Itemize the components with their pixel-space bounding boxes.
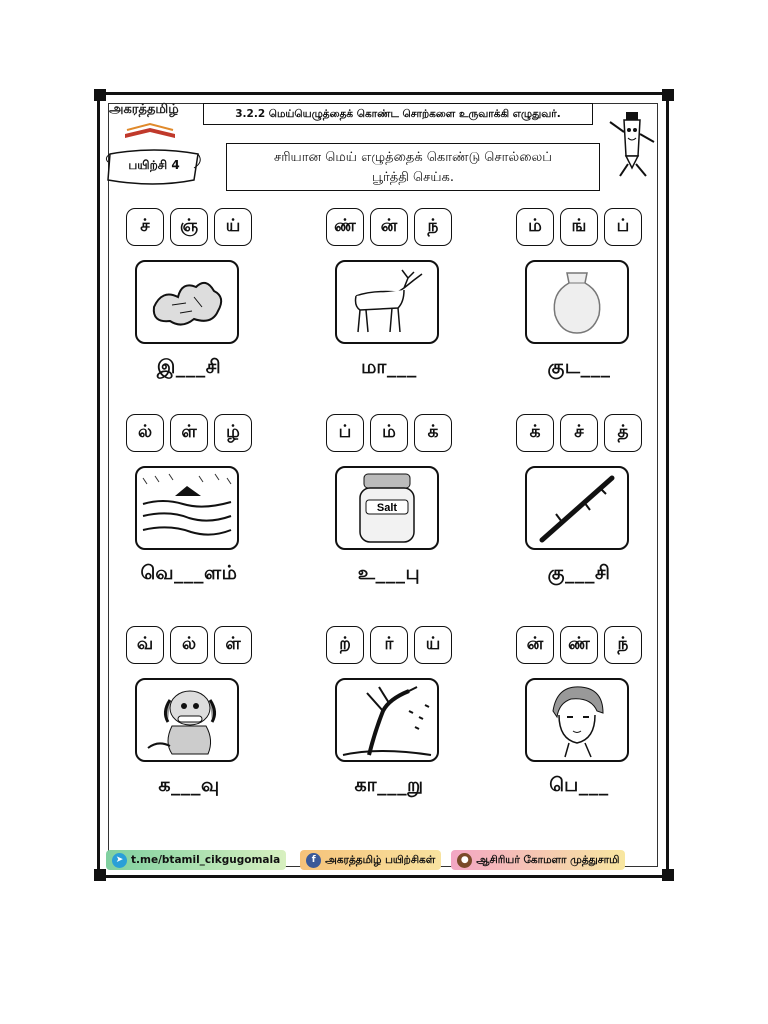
- letter-option[interactable]: ற்: [326, 626, 364, 664]
- word-blank: க___வு: [158, 774, 220, 796]
- letter-option[interactable]: ள்: [170, 414, 208, 452]
- facebook-link[interactable]: [300, 850, 441, 870]
- teacher-credit: [451, 850, 625, 870]
- letter-option[interactable]: க்: [414, 414, 452, 452]
- letter-option[interactable]: ச்: [126, 208, 164, 246]
- letter-option[interactable]: ன்: [370, 208, 408, 246]
- letter-option[interactable]: ண்: [560, 626, 598, 664]
- word-blank: மா___: [361, 356, 417, 378]
- exercise-item-7: [104, 626, 274, 816]
- word-blank: கா___று: [354, 774, 424, 796]
- letter-option[interactable]: ஞ்: [170, 208, 208, 246]
- letter-option[interactable]: ம்: [516, 208, 554, 246]
- topic-box: 3.2.2 மெய்யெழுத்தைக் கொண்ட சொற்களை உருவாக்கி எழுதுவர்.: [203, 103, 593, 125]
- exercise-item-3: [494, 208, 664, 398]
- exercise-item-2: [304, 208, 474, 398]
- flood-icon: [139, 470, 235, 546]
- pot-icon: [547, 267, 607, 337]
- letter-option[interactable]: ன்: [516, 626, 554, 664]
- letter-option[interactable]: ய்: [414, 626, 452, 664]
- ginger-image: [135, 260, 239, 344]
- word-blank: வெ___ளம்: [140, 562, 238, 584]
- telegram-handle: t.me/btamil_cikgugomala: [131, 854, 281, 866]
- letter-option[interactable]: க்: [516, 414, 554, 452]
- letter-option[interactable]: ய்: [214, 208, 252, 246]
- flood-image: [135, 466, 239, 550]
- deer-icon: [342, 266, 432, 338]
- instruction-line: பூர்த்தி செய்க.: [372, 170, 454, 185]
- telegram-icon: ➤: [112, 853, 127, 868]
- word-blank: இ___சி: [156, 356, 222, 378]
- avatar-icon: ●: [457, 853, 472, 868]
- facebook-page: அகரத்தமிழ் பயிற்சிகள்: [325, 853, 436, 866]
- wind-tree-image: [335, 678, 439, 762]
- logo-text: அகரத்தமிழ்: [109, 102, 179, 117]
- exercise-item-5: [304, 414, 474, 604]
- letter-option[interactable]: ல்: [126, 414, 164, 452]
- letter-options: [304, 414, 474, 452]
- exercise-item-4: [104, 414, 274, 604]
- letter-option[interactable]: வ்: [126, 626, 164, 664]
- instruction-box: [226, 143, 600, 191]
- letter-options: [104, 208, 274, 246]
- exercise-item-9: [494, 626, 664, 816]
- salt-shaker-icon: [352, 470, 422, 546]
- deer-image: [335, 260, 439, 344]
- letter-options: [304, 208, 474, 246]
- practice-label: பயிற்சி 4: [104, 148, 204, 186]
- word-blank: உ___பு: [357, 562, 421, 584]
- exercise-item-8: [304, 626, 474, 816]
- letter-options: [494, 626, 664, 664]
- woman-face-icon: [537, 681, 617, 759]
- ginger-icon: [142, 267, 232, 337]
- dog-image: [135, 678, 239, 762]
- letter-options: [104, 626, 274, 664]
- pencil-mascot-icon: [604, 108, 658, 180]
- letter-option[interactable]: ங்: [560, 208, 598, 246]
- letter-option[interactable]: ச்: [560, 414, 598, 452]
- letter-option[interactable]: ந்: [604, 626, 642, 664]
- stick-image: [525, 466, 629, 550]
- corner-decoration: [94, 869, 106, 881]
- footer-credits: [106, 848, 660, 872]
- letter-options: [304, 626, 474, 664]
- exercise-item-6: [494, 414, 664, 604]
- salt-image: [335, 466, 439, 550]
- telegram-link[interactable]: [106, 850, 286, 870]
- word-blank: குட___: [547, 356, 611, 378]
- letter-options: [104, 414, 274, 452]
- letter-option[interactable]: ந்: [414, 208, 452, 246]
- woman-image: [525, 678, 629, 762]
- letter-option[interactable]: ள்: [214, 626, 252, 664]
- word-blank: கு___சி: [547, 562, 611, 584]
- letter-option[interactable]: ண்: [326, 208, 364, 246]
- instruction-line: சரியான மெய் எழுத்தைக் கொண்டு சொல்லைப்: [274, 150, 552, 165]
- exercise-item-1: [104, 208, 274, 398]
- teacher-name: ஆசிரியர் கோமளா முத்துசாமி: [476, 853, 620, 866]
- dog-icon: [142, 682, 232, 758]
- letter-option[interactable]: ர்: [370, 626, 408, 664]
- letter-option[interactable]: த்: [604, 414, 642, 452]
- letter-options: [494, 208, 664, 246]
- facebook-icon: f: [306, 853, 321, 868]
- word-blank: பெ___: [549, 774, 609, 796]
- salt-label: Salt: [376, 502, 398, 514]
- letter-option[interactable]: ப்: [326, 414, 364, 452]
- logo: [105, 100, 195, 142]
- letter-option[interactable]: ழ்: [214, 414, 252, 452]
- stick-icon: [532, 470, 622, 546]
- letter-options: [494, 414, 664, 452]
- corner-decoration: [662, 89, 674, 101]
- letter-option[interactable]: ப்: [604, 208, 642, 246]
- pot-image: [525, 260, 629, 344]
- letter-option[interactable]: ல்: [170, 626, 208, 664]
- wind-tree-icon: [339, 681, 435, 759]
- letter-option[interactable]: ம்: [370, 414, 408, 452]
- corner-decoration: [662, 869, 674, 881]
